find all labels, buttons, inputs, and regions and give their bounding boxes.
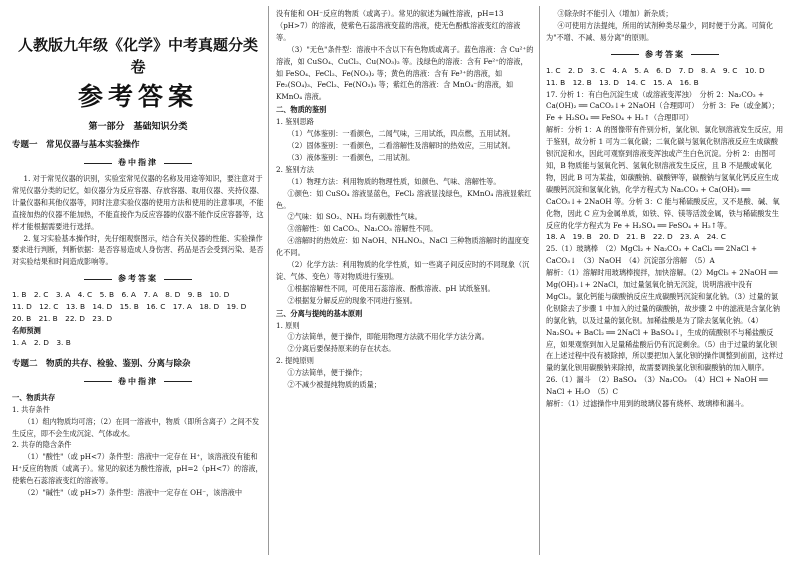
- answer-line: 1. A 2. D 3. B: [12, 337, 71, 347]
- explanation: 解析：分析 1：A 的图像带有件别分析，氯化钡、氯化钡溶液发生反应，用于鉴别，故分析 1 可为二氧化碳；二氧化碳与氢氧化钡溶液反应生成碳酸钡沉淀和水，因此可观察到溶液变浑浊或产生白色沉淀。分析 2：由图可知，B 物质能与氢氧化钙、氢氧化钡溶液发生反应，且 B 不是酸或氧化物，因此 B 可为某盐，如碳酸钠、碳酸钾等，碳酸钠与氢氧化钙反应生成碳酸钙沉淀和氢氧化钠，化学方程式为 Na₂CO₃ + Ca(OH)₂ ══ CaCO₃↓+ 2NaOH 等。分析 3：C 能与稀硫酸反应，又不是酸、碱、氧化物，因此 C 应为金属单质，如铁、锌、镁等活泼金属，铁与稀硫酸发生反应的化学方程式为 Fe + H₂SO₄ ══ FeSO₄ + H₂↑等。: [546, 125, 784, 230]
- section-banner: 卷中指津: [12, 375, 264, 389]
- paragraph: 2. 提纯原则: [276, 356, 314, 366]
- page-title: 参考答案: [77, 82, 198, 111]
- paragraph: ③除杂时不能引入（增加）新杂质；: [557, 9, 673, 18]
- answer-item: 17. 分析 1：有白色沉淀生成（或溶液变浑浊） 分析 2：Na₂CO₃ + Ca(OH)₂ ══ CaCO₃↓+ 2NaOH（合理即可） 分析 3：Fe（或金属）；Fe + H₂SO₄ ══ FeSO₄ + H₂↑（合理即可）: [546, 89, 779, 123]
- paragraph: （1）组内物质均可溶；（2）在同一溶液中，物质（即所含离子）之间不发生反应，即不会生成沉淀、气体或水。: [12, 416, 260, 438]
- answer-item: 25.（1）玻璃棒 （2）MgCl₂ + Na₂CO₃ + CaCl₂ ══ 2NaCl + CaCO₃↓ （3）NaOH （4）沉淀部分溶解 （5）A: [546, 244, 757, 266]
- column-divider: [268, 6, 269, 555]
- topic-heading: 专题二 物质的共存、检验、鉴别、分离与除杂: [12, 358, 191, 369]
- section-heading: 一、物质共存: [12, 392, 56, 402]
- paragraph: （1）物理方法：利用物质的物理性质，如颜色、气味、溶解性等。: [287, 176, 501, 186]
- answer-line: 1. C 2. D 3. C 4. A 5. A 6. D 7. D 8. A 9. C 10. D: [546, 65, 765, 75]
- section-heading: 三、分离与提纯的基本原则: [276, 308, 363, 318]
- explanation: 解析：（1）过滤操作中用到的玻璃仪器有烧杯、玻璃棒和漏斗。: [546, 399, 749, 409]
- paragraph: 1. 原则: [276, 320, 300, 330]
- column-left: [12, 8, 264, 556]
- column-divider: [539, 6, 540, 555]
- paragraph: 1. 共存条件: [12, 404, 50, 414]
- paragraph: 1. 对于常见仪器的识别，实验室常见仪器的名称及用途等知识，要注意对于常见仪器分类的记忆，如仪器分为反应容器、存放容器、取用仪器、夹持仪器、计量仪器和其他仪器等，同时注意实验仪器的使用方法和使用的注意事项，不能直接加热的仪器不能加热，不能直接作为反应容器的仪器不能作反应容器等，这样才能根据需要进行选择。: [12, 174, 264, 231]
- paragraph: ②分离后要保持原来的存在状态。: [287, 344, 396, 354]
- paragraph: （2）固体鉴别：一看颜色，二看溶解性及溶解时的热效应，三用试剂。: [287, 140, 515, 150]
- paragraph: ①根据溶解性不同，可使用石蕊溶液、酚酞溶液、pH 试纸鉴别。: [287, 283, 495, 293]
- paragraph: （3）"无色"条件型：溶液中不含以下有色物质或离子。蓝色溶液：含 Cu²⁺的溶液，如 CuSO₄、CuCl₂、Cu(NO₃)₂ 等。浅绿色的溶液：含有 Fe²⁺的溶液，如 FeSO₄、FeCl₂、Fe(NO₃)₂ 等；黄色的溶液：含有 Fe³⁺的溶液，如 Fe₂(SO₄)₃、FeCl₃、Fe(NO₃)₃ 等；紫红色的溶液：含 MnO₄⁻的溶液，如 KMnO₄ 溶液。: [276, 44, 534, 102]
- paragraph: （1）气体鉴别：一看颜色，二闻气味，三用试纸，四点燃，五用试剂。: [287, 129, 515, 139]
- topic-heading: 专题一 常见仪器与基本实验操作: [12, 140, 140, 150]
- part-heading: 第一部分 基础知识分类: [88, 122, 188, 132]
- book-title: 人教版九年级《化学》中考真题分类卷: [17, 36, 258, 76]
- paragraph: （3）液体鉴别：一看颜色，二用试剂。: [287, 152, 415, 162]
- paragraph: ②不减少被提纯物质的质量；: [287, 380, 381, 390]
- explanation: 解析：（1）溶解时用玻璃棒搅拌，加快溶解。（2）MgCl₂ + 2NaOH ══ Mg(OH)₂↓+ 2NaCl，加过量氢氧化钠无沉淀，说明溶液中没有 MgCl₂。氯化钙能与碳酸钠反应生成碳酸钙沉淀和氯化钠。（3）过量的氯化钡除去了步骤 1 中加入的过量的碳酸钠，故步骤 2 中的滤液是含氯化钠的氯化钠，以及过量的氯化钡。加稀盐酸是为了除去氢氧化钠。（4）Na₂SO₄ + BaCl₂ ══ 2NaCl + BaSO₄↓，生成的硫酸钡不与稀盐酸反应，如果观察到加入足量稀盐酸后仍有沉淀剩余。（5）由于过量的氯化钡在上述过程中没有被除掉，所以要把加入氯化钡的操作调整到前面，这样过量的氯化钡用碳酸钠来除掉，故需要调换氯化钡和碳酸钠的加入顺序。: [546, 268, 784, 373]
- section-banner: 卷中指津: [12, 156, 264, 170]
- column-middle: [276, 8, 534, 556]
- paragraph: ③溶解性：如 CaCO₃、Na₂CO₃ 溶解性不同。: [287, 224, 438, 234]
- paragraph: （2）化学方法：利用物质的化学性质，如一些离子间反应时的不同现象（沉淀、气体、变色）等对物质进行鉴别。: [276, 260, 530, 281]
- section-banner: 参考答案: [546, 48, 784, 62]
- paragraph: ④溶解时的热效应：如 NaOH、NH₄NO₃、NaCl 三种物质溶解时的温度变化不同。: [276, 236, 530, 258]
- paragraph: ④可使用方法提纯，所用的试剂种类尽量少，同时便于分离。可简化为"不增、不减、易分离"的原则。: [546, 20, 774, 42]
- paragraph: ①颜色：如 CuSO₄ 溶液显蓝色，FeCl₂ 溶液显浅绿色，KMnO₄ 溶液显紫红色。: [276, 188, 532, 210]
- paragraph: ②气味：如 SO₂、NH₃ 均有刺激性气味。: [287, 212, 422, 222]
- paragraph: ②根据复分解反应的现象不同进行鉴别。: [287, 295, 417, 305]
- answer-line: 20. B 21. B 22. D 23. D: [12, 314, 113, 324]
- answer-line: 18. A 19. B 20. D 21. B 22. D 23. A 24. C: [546, 232, 726, 242]
- subheading: 名师预测: [12, 325, 41, 335]
- answer-line: 11. B 12. B 13. D 14. C 15. A 16. B: [546, 77, 699, 87]
- section-banner: 参考答案: [12, 272, 264, 286]
- answer-line: 11. D 12. C 13. B 14. D 15. B 16. C 17. A 18. D 19. D: [12, 302, 247, 312]
- paragraph: 没有能和 OH⁻反应的物质（或离子）。常见的叙述为碱性溶液，pH=13（pH>7）的溶液，使紫色石蕊溶液变蓝的溶液，使无色酚酞溶液变红的溶液等。: [276, 9, 521, 42]
- paragraph: 2. 共存的隐含条件: [12, 440, 72, 450]
- column-right: [546, 8, 784, 556]
- paragraph: （2）"碱性"（或 pH>7）条件型：溶液中一定存在 OH⁻，该溶液中: [23, 488, 243, 498]
- paragraph: 2. 鉴别方法: [276, 164, 314, 174]
- paragraph: 1. 鉴别思路: [276, 117, 314, 127]
- paragraph: （1）"酸性"（或 pH<7）条件型：溶液中一定存在 H⁺，该溶液没有能和 H⁺反应的物质（或离子）。常见的叙述为酸性溶液，pH=2（pH<7）的溶液，使紫色石蕊溶液变红的溶液等。: [12, 452, 263, 486]
- answer-item: 26.（1）漏斗 （2）BaSO₄ （3）Na₂CO₃ （4）HCl + NaOH ══ NaCl + H₂O （5）C: [546, 375, 768, 397]
- answer-line: 1. B 2. C 3. A 4. C 5. B 6. A 7. A 8. D 9. B 10. D: [12, 290, 230, 300]
- paragraph: ①方法简单，便于操作，即能用物理方法就不用化学方法分离。: [287, 332, 489, 342]
- paragraph: 2. 复习实验基本操作时，先仔细观察图示，结合有关仪器的性能、实验操作要求进行判断，判断依据：是否容易造成人身伤害、药品是否会受到污染、是否对实验结果和时间造成影响等。: [12, 233, 264, 267]
- section-heading: 二、物质的鉴别: [276, 105, 327, 115]
- paragraph: ①方法简单，便于操作；: [287, 368, 367, 378]
